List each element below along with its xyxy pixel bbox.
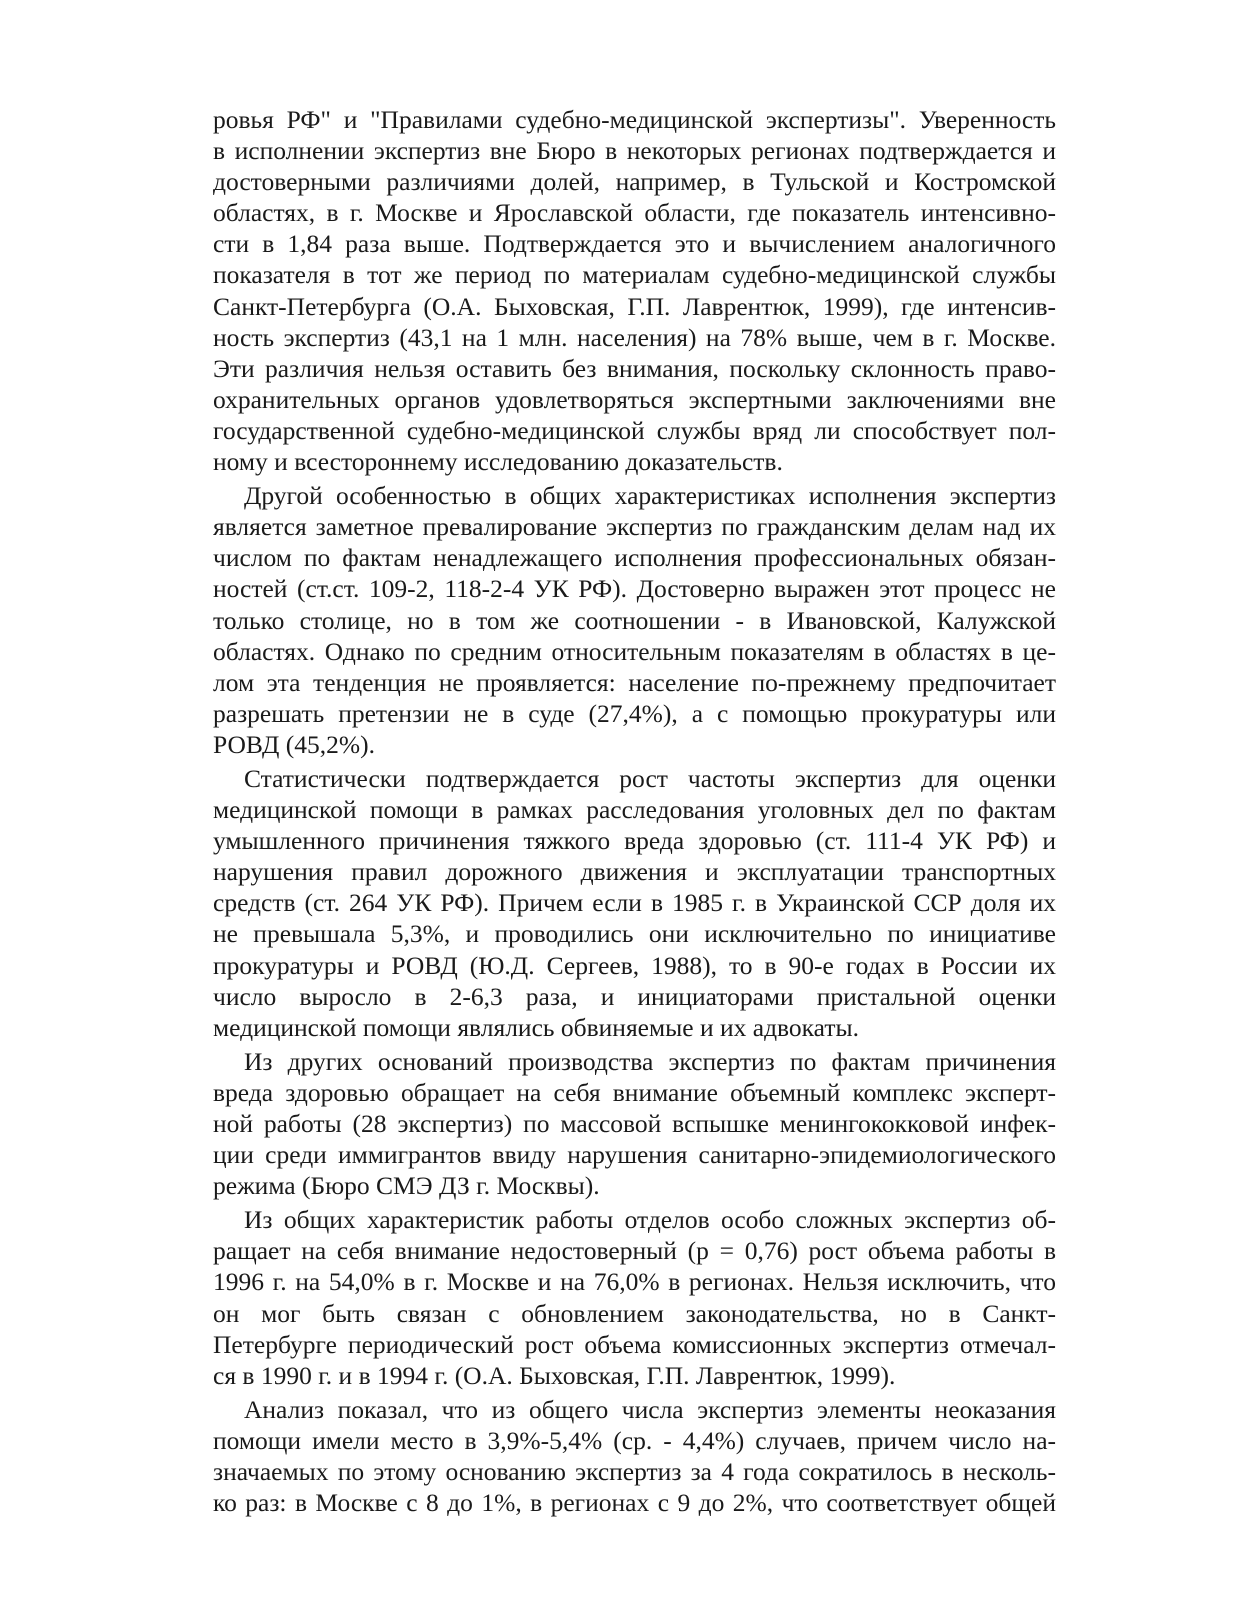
text-line: РОВД (45,2%).	[213, 729, 375, 759]
text-line: прокуратуры и РОВД (Ю.Д. Сергеев, 1988), то в 90-е годах в России их	[213, 950, 1056, 980]
text-line: 1996 г. на 54,0% в г. Москве и на 76,0% в регионах. Нельзя исключить, что	[213, 1267, 1056, 1297]
text-line: ной работы (28 экспертиз) по массовой вспышке менингококковой инфек-	[213, 1109, 1056, 1138]
text-line: показателя в тот же период по материалам судебно-медицинской службы	[213, 260, 1056, 290]
text-line: ко раз: в Москве с 8 до 1%, в регионах с 9 до 2%, что соответствует общей	[213, 1488, 1056, 1518]
text-line: ции среди иммигрантов ввиду нарушения санитарно-эпидемиологического	[213, 1140, 1056, 1170]
paragraph-2	[213, 480, 1056, 760]
paragraph-4	[213, 1046, 1056, 1201]
text-line: Петербурге периодический рост объема комиссионных экспертиз отмечал-	[213, 1329, 1056, 1359]
text-line: Из других оснований производства экспертиз по фактам причинения	[244, 1046, 1056, 1076]
text-line: Анализ показал, что из общего числа экспертиз элементы неоказания	[244, 1394, 1056, 1424]
text-line: значаемых по этому основанию экспертиз за 4 года сократилось в несколь-	[213, 1457, 1056, 1487]
text-line: Эти различия нельзя оставить без внимания, поскольку склонность право-	[213, 353, 1056, 383]
text-line: Санкт-Петербурга (О.А. Быховская, Г.П. Лаврентюк, 1999), где интенсив-	[213, 291, 1056, 321]
text-line: ному и всестороннему исследованию доказательств.	[213, 447, 783, 477]
text-line: помощи имели место в 3,9%-5,4% (ср. - 4,4%) случаев, причем число на-	[213, 1425, 1056, 1455]
text-line: является заметное превалирование экспертиз по гражданским делам над их	[213, 512, 1056, 542]
text-line: ращает на себя внимание недостоверный (p = 0,76) рост объема работы в	[213, 1236, 1056, 1266]
text-line: вреда здоровью обращает на себя внимание объемный комплекс эксперт-	[213, 1077, 1056, 1107]
text-line: не превышала 5,3%, и проводились они исключительно по инициативе	[213, 919, 1056, 949]
text-line: областях, в г. Москве и Ярославской области, где показатель интенсивно-	[213, 198, 1056, 228]
text-line: государственной судебно-медицинской службы вряд ли способствует пол-	[213, 415, 1056, 445]
text-line: достоверными различиями долей, например, в Тульской и Костромской	[213, 167, 1056, 197]
text-line: умышленного причинения тяжкого вреда здоровью (ст. 111-4 УК РФ) и	[213, 826, 1056, 856]
text-line: в исполнении экспертиз вне Бюро в некоторых регионах подтверждается и	[213, 136, 1056, 166]
text-line: средств (ст. 264 УК РФ). Причем если в 1985 г. в Украинской ССР доля их	[213, 888, 1056, 918]
text-line: нарушения правил дорожного движения и эксплуатации транспортных	[213, 857, 1056, 887]
text-line: охранительных органов удовлетворяться экспертными заключениями вне	[213, 384, 1056, 414]
paragraph-6	[213, 1394, 1056, 1518]
text-line: медицинской помощи являлись обвиняемые и их адвокаты.	[213, 1012, 859, 1042]
paragraph-1	[213, 104, 1056, 477]
paragraph-5	[213, 1204, 1056, 1391]
text-line: областях. Однако по средним относительным показателям в областях в це-	[213, 636, 1056, 666]
text-line: он мог быть связан с обновлением законодательства, но в Санкт-	[213, 1298, 1056, 1328]
text-line: ся в 1990 г. и в 1994 г. (О.А. Быховская, Г.П. Лаврентюк, 1999).	[213, 1360, 896, 1390]
text-line: ровья РФ" и "Правилами судебно-медицинской экспертизы". Уверенность	[213, 105, 1056, 134]
text-line: режима (Бюро СМЭ ДЗ г. Москвы).	[213, 1171, 600, 1201]
text-line: Статистически подтверждается рост частоты экспертиз для оценки	[244, 763, 1056, 793]
text-line: ность экспертиз (43,1 на 1 млн. населения) на 78% выше, чем в г. Москве.	[213, 322, 1056, 352]
text-line: число выросло в 2-6,3 раза, и инициаторами пристальной оценки	[213, 981, 1056, 1011]
text-line: разрешать претензии не в суде (27,4%), а с помощью прокуратуры или	[213, 698, 1056, 728]
text-line: Из общих характеристик работы отделов особо сложных экспертиз об-	[244, 1205, 1056, 1235]
text-line: только столице, но в том же соотношении - в Ивановской, Калужской	[213, 605, 1056, 635]
text-line: ностей (ст.ст. 109-2, 118-2-4 УК РФ). Достоверно выражен этот процесс не	[213, 574, 1056, 604]
text-line: числом по фактам ненадлежащего исполнения профессиональных обязан-	[213, 543, 1056, 573]
paragraph-3	[213, 763, 1056, 1043]
text-line: медицинской помощи в рамках расследования уголовных дел по фактам	[213, 795, 1056, 825]
text-line: сти в 1,84 раза выше. Подтверждается это и вычислением аналогичного	[213, 229, 1056, 259]
document-body	[213, 104, 1056, 1518]
text-line: Другой особенностью в общих характеристиках исполнения экспертиз	[244, 481, 1056, 511]
text-line: лом эта тенденция не проявляется: население по-прежнему предпочитает	[213, 667, 1056, 697]
